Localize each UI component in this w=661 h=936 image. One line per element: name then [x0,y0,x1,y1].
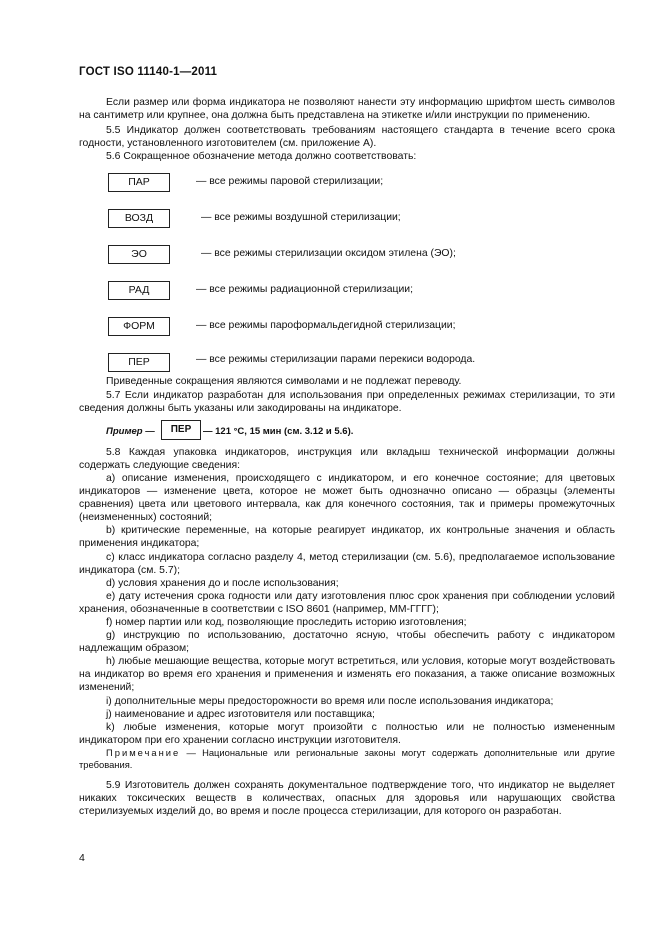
list-item-g: g) инструкцию по использованию, достаточно ясную, чтобы обеспечить работу с индикатором надлежащим образом; [79,630,615,655]
abbreviation-code-box: ПАР [108,173,170,192]
abbreviation-code-box: ФОРМ [108,317,170,336]
paragraph-intro: Если размер или форма индикатора не позволяют нанести эту информацию шрифтом шесть символов на сантиметр или крупнее, она должна быть представлена на этикетке и/или инструкции по применению. [79,97,615,122]
abbreviation-description: — все режимы пароформальдегидной стерилизации; [196,320,456,332]
list-item-j: j) наименование и адрес изготовителя или поставщика; [106,708,375,720]
abbreviation-code-box: РАД [108,281,170,300]
paragraph-5-9: 5.9 Изготовитель должен сохранять документальное подтверждение того, что индикатор не выделяет никаких токсических веществ в количествах, опасных для здоровья или нарушающих свойства стерилизуемых изделий до, во время и после процесса стерилизации, для которого он разработан. [79,779,615,818]
note-paragraph [79,747,615,771]
abbreviation-row [79,277,615,313]
note-label: Примечание [106,746,181,758]
list-item-i: i) дополнительные меры предосторожности во время или после использования индикатора; [106,695,554,707]
document-header: ГОСТ ISO 11140-1—2011 [79,66,218,78]
abbreviation-code-box: ВОЗД [108,209,170,228]
paragraph-5-6: 5.6 Сокращенное обозначение метода должно соответствовать: [106,151,417,163]
document-body [79,96,615,818]
abbreviation-list [79,169,615,375]
page-number: 4 [79,852,85,864]
abbreviation-description: — все режимы воздушной стерилизации; [201,212,401,224]
list-item-a: a) описание изменения, происходящего с индикатором, и его конечное состояние; для цветовых индикаторов — изменение цвета, которое не может быть однозначно описано — образцы (элементы сравнения) цвета или цветового интервала, как для конечного состояния, так и примеры промежуточных (неизмененных) состояний; [79,472,615,524]
paragraph-5-7: 5.7 Если индикатор разработан для использования при определенных режимах стерилизации, то эти сведения должны быть указаны или закодированы на индикаторе. [79,389,615,414]
example-text: — 121 °С, 15 мин (см. 3.12 и 5.6). [203,425,354,437]
abbreviation-row [79,241,615,277]
list-item-c: c) класс индикатора согласно разделу 4, метод стерилизации (см. 5.6), предполагаемое использование индикатора (см. 5.7); [79,551,615,576]
list-item-b: b) критические переменные, на которые реагирует индикатор, их контрольные значения и область применения индикатора; [79,525,615,550]
abbreviation-row [79,169,615,205]
abbreviation-code-box: ПЕР [108,353,170,372]
list-item-f: f) номер партии или код, позволяющие проследить историю изготовления; [106,616,467,628]
list-item-d: d) условия хранения до и после использования; [106,577,339,589]
abbreviation-row [79,205,615,241]
list-item-h: h) любые мешающие вещества, которые могут встретиться, или условия, которые могут воздействовать на индикатор во время его хранения и применения и изменять его показания, а также описание возможных изменений; [79,656,615,694]
example-label: Пример — [106,425,155,437]
abbreviation-code-box: ЭО [108,245,170,264]
paragraph-abbreviation-note: Приведенные сокращения являются символами и не подлежат переводу. [106,376,462,388]
list-item-k: k) любые изменения, которые могут произойти с полностью или не полностью измененным индикатором при его хранении согласно инструкции изготовителя. [79,721,615,746]
paragraph-5-5: 5.5 Индикатор должен соответствовать требованиям настоящего стандарта в течение всего срока годности, установленного изготовителем (см. приложение А). [79,125,615,150]
note-text: — Национальные или региональные законы могут содержать дополнительные или другие требования. [79,746,615,770]
abbreviation-description: — все режимы радиационной стерилизации; [196,284,413,296]
example-line [79,418,615,446]
paragraph-5-8: 5.8 Каждая упаковка индикаторов, инструкция или вкладыш технической информации должны содержать следующие сведения: [79,446,615,471]
abbreviation-description: — все режимы стерилизации оксидом этилена (ЭО); [201,248,456,260]
example-code-box: ПЕР [161,420,201,440]
abbreviation-description: — все режимы стерилизации парами перекиси водорода. [196,354,476,366]
abbreviation-description: — все режимы паровой стерилизации; [196,176,384,188]
list-item-e: e) дату истечения срока годности или дату изготовления плюс срок хранения при соблюдении условий хранения, обозначенные в соответствии с ISO 8601 (например, ММ-ГГГГ); [79,590,615,615]
abbreviation-row [79,349,615,375]
abbreviation-row [79,313,615,349]
